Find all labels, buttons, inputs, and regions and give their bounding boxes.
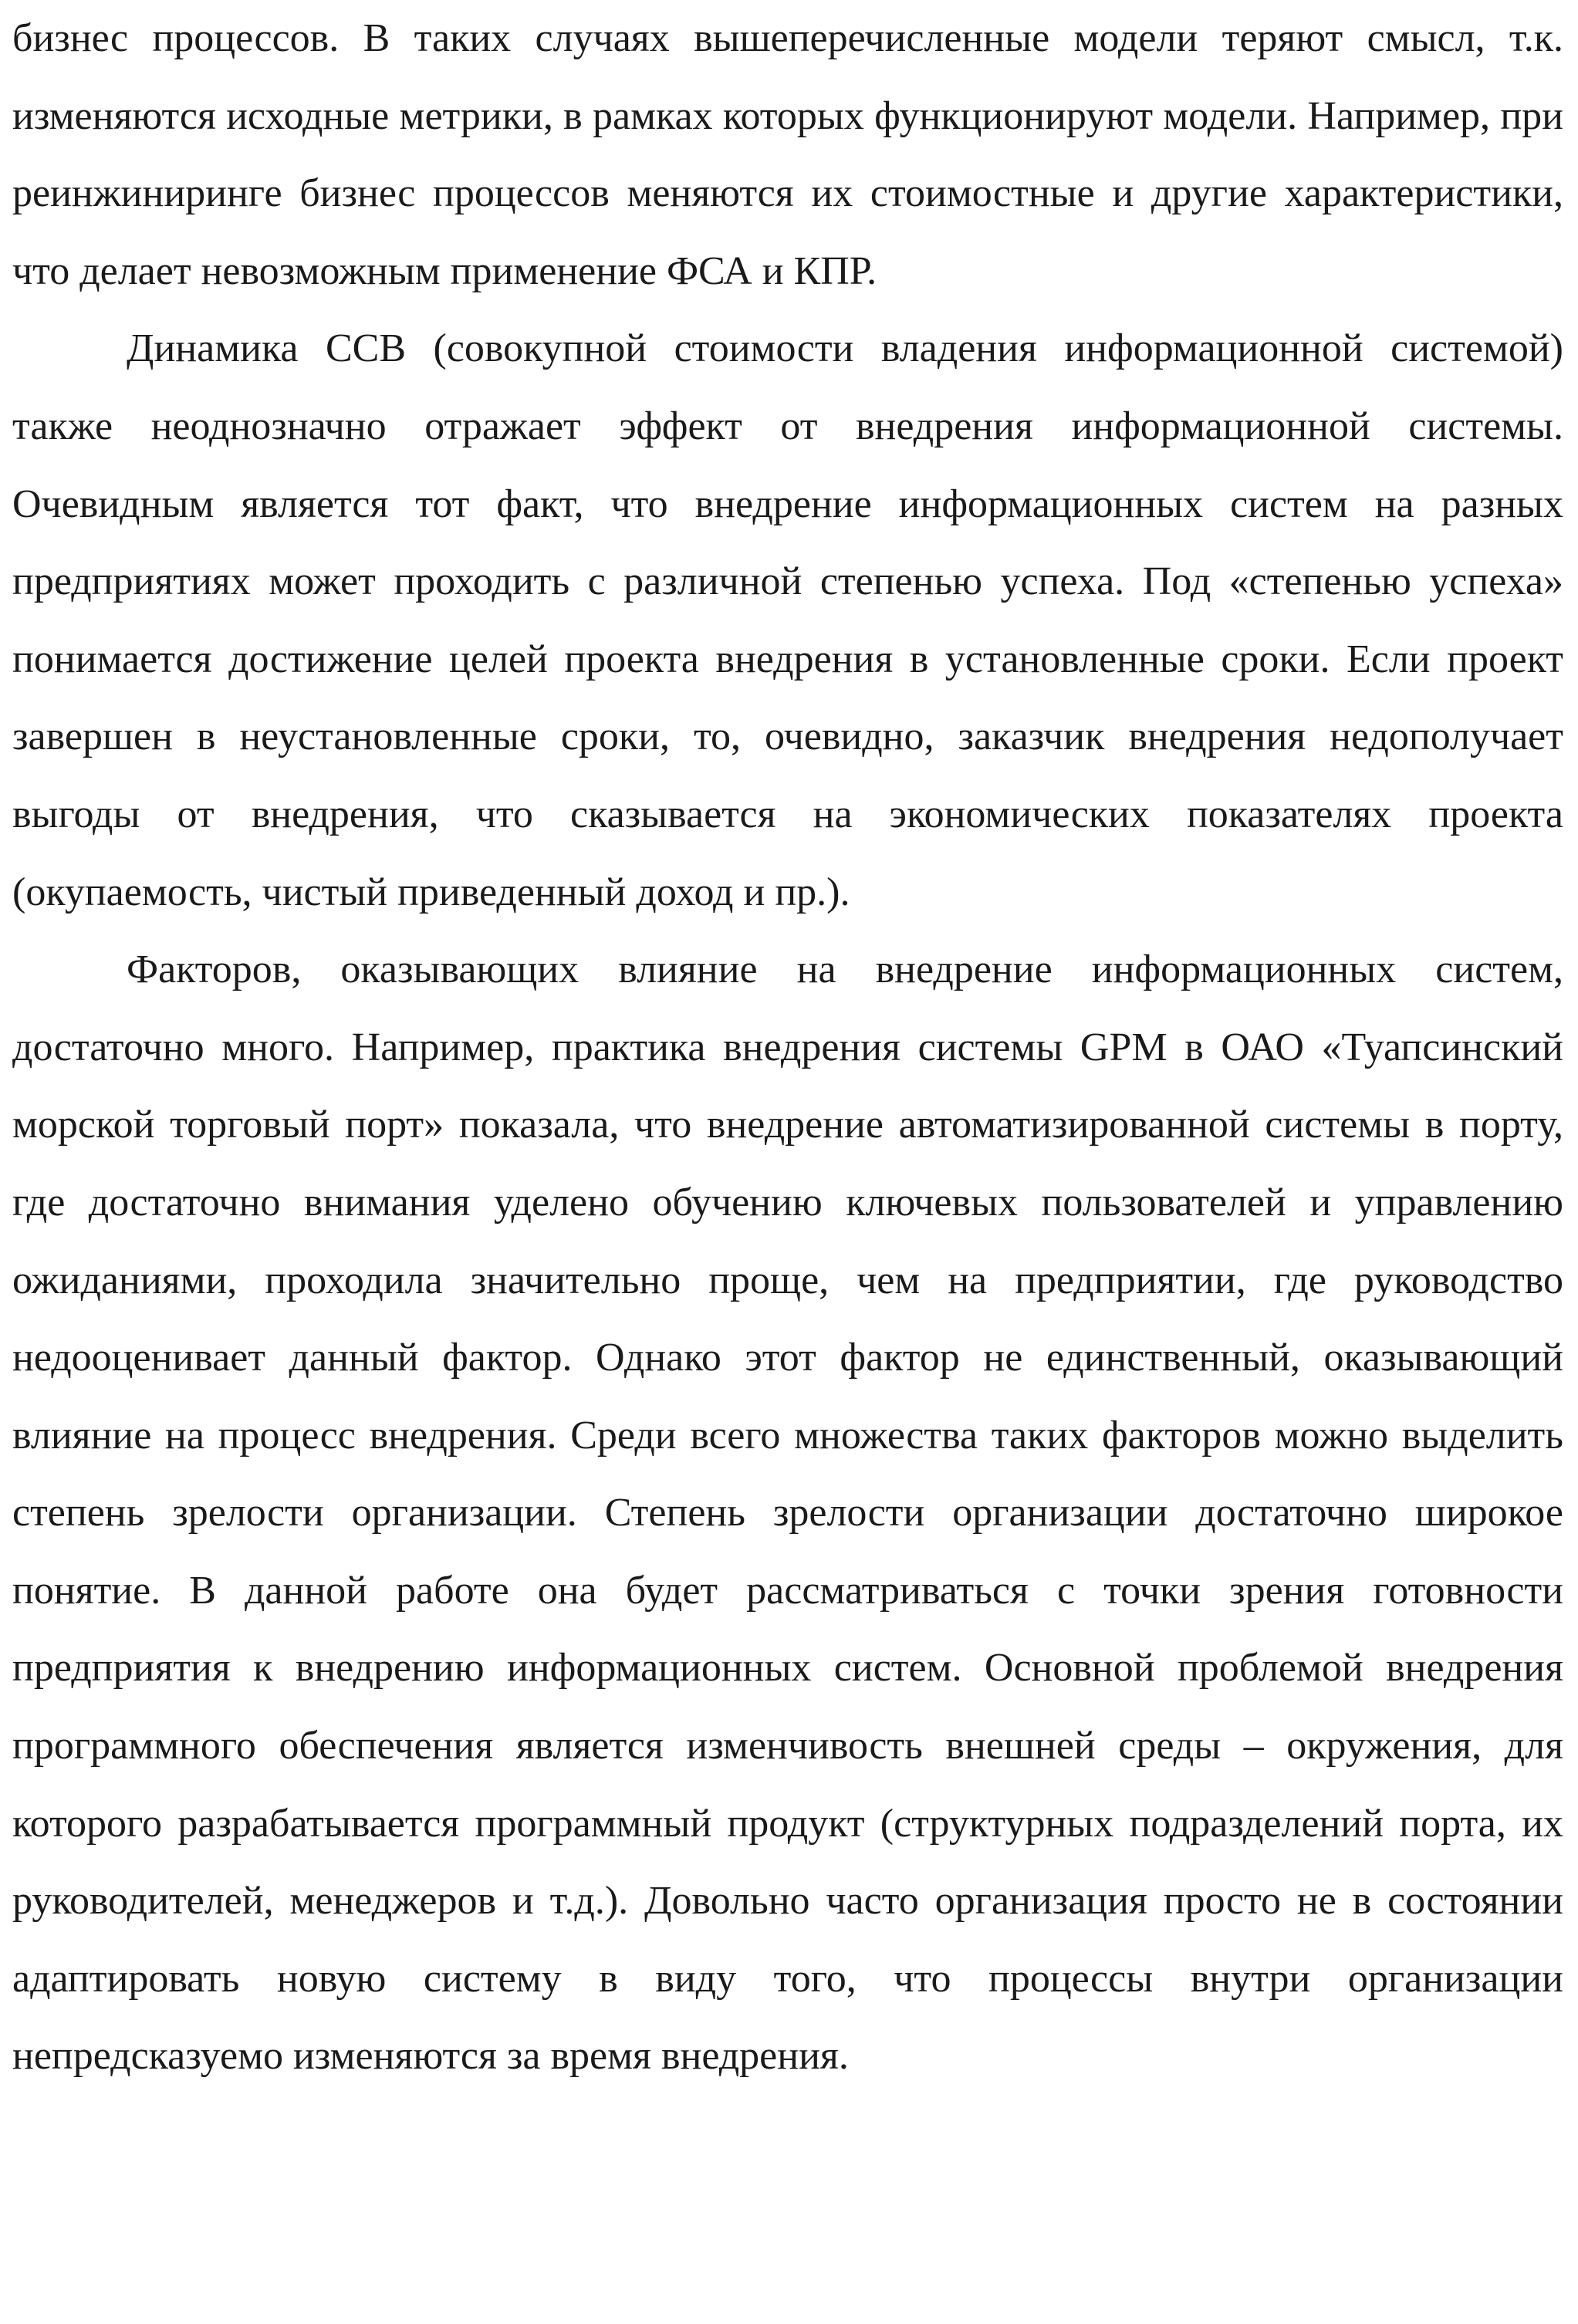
paragraph-continuation: бизнес процессов. В таких случаях вышеперечисленные модели теряют смысл, т.к. изменяются исходные метрики, в рамках которых функционируют модели. Например, при реинжиниринге бизнес процессов меняются их стоимостные и другие характеристики, что делает невозможным применение ФСА и КПР. bbox=[12, 16, 1563, 293]
paragraph-factors: Факторов, оказывающих влияние на внедрение информационных систем, достаточно много. Например, практика внедрения системы GPM в ОАО «Туапсинский морской торговый порт» показала, что внедрение автоматизированной системы в порту, где достаточно внимания уделено обучению ключевых пользователей и управлению ожиданиями, проходила значительно проще, чем на предприятии, где руководство недооценивает данный фактор. Однако этот фактор не единственный, оказывающий влияние на процесс внедрения. Среди всего множества таких факторов можно выделить степень зрелости организации. Степень зрелости организации достаточно широкое понятие. В данной работе она будет рассматриваться с точки зрения готовности предприятия к внедрению информационных систем. Основной проблемой внедрения программного обеспечения является изменчивость внешней среды – окружения, для которого разрабатывается программный продукт (структурных подразделений порта, их руководителей, менеджеров и т.д.). Довольно часто организация просто не в состоянии адаптировать новую систему в виду того, что процессы внутри организации непредсказуемо изменяются за время внедрения. bbox=[12, 948, 1563, 2079]
body-text bbox=[12, 0, 1563, 2096]
paragraph-tco: Динамика ССВ (совокупной стоимости владения информационной системой) также неоднозначно отражает эффект от внедрения информационной системы. Очевидным является тот факт, что внедрение информационных систем на разных предприятиях может проходить с различной степенью успеха. Под «степенью успеха» понимается достижение целей проекта внедрения в установленные сроки. Если проект завершен в неустановленные сроки, то, очевидно, заказчик внедрения недополучает выгоды от внедрения, что сказывается на экономических показателях проекта (окупаемость, чистый приведенный доход и пр.). bbox=[12, 326, 1563, 914]
